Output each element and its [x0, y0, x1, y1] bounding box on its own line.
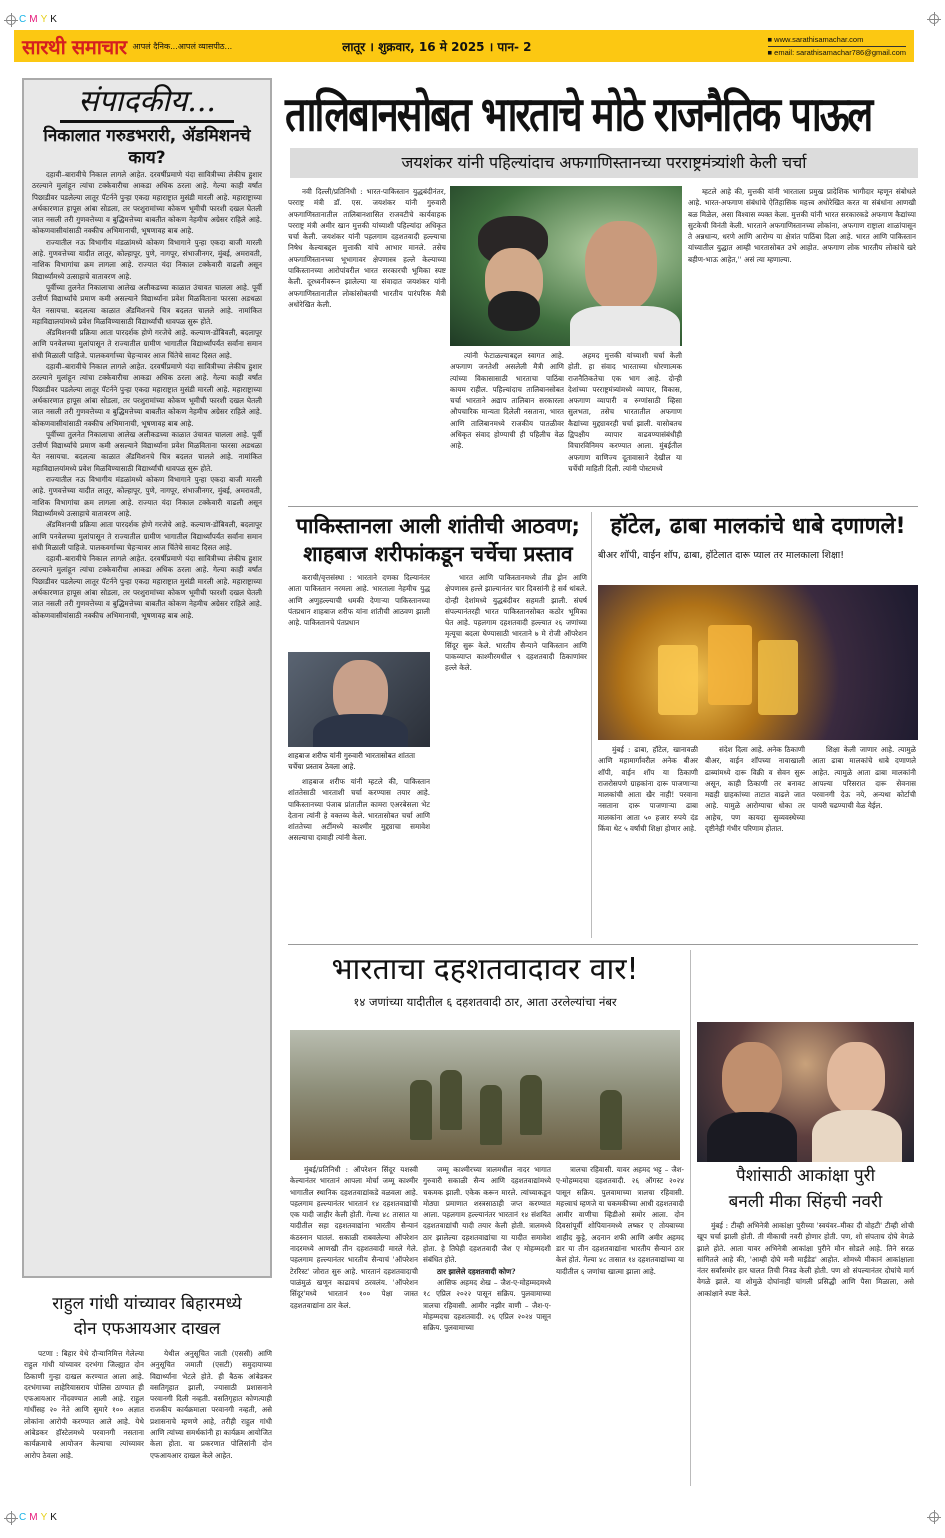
army-soldiers-photo [290, 1030, 680, 1160]
dhaba-column-2: संदेश दिला आहे. अनेक ठिकाणी बीअर, वाईन शॉपच्या नावाखाली ढाब्यांमध्ये दारू विक्री व सेवन सुरू असून, काही ठिकाणी तर बनावट मद्यही ग्राहकांच्या ताटात वाढले जात आहे. यामुळे आरोग्याचा धोका तर आहेच, पण कायदा सुव्यवस्थेच्या दृष्टीनेही गंभीर परिणाम होतात. [705, 745, 805, 834]
beer-glasses-photo [598, 585, 918, 740]
divider [591, 512, 592, 938]
mika-body: मुंबई : टीव्ही अभिनेत्री आकांक्षा पुरीच्या 'स्वयंवर–मीका दी वोहटी' टीव्ही शोची खूप चर्चा झाली होती. ती मीकाची नवरी होणार होती. पण, शो संपताच दोघे वेगळे झाले होते. आता यावर अभिनेत्री आकांक्षा पुरीने मौन सोडले आहे. तिने सरळ सांगितले आहे की, 'आम्ही दोघे मनी माईंडेड' आहोत. शोमध्ये मीकानं आकांक्षाला नंतर सर्वांसमोर हार घालत तिची निवड केली होती. पण शो संपल्यानंतर दोघांचे मार्ग वेगळे झाले. या शोमुळे दोघांनाही चांगली प्रसिद्धी आणि पैसा मिळाला, असे आकांक्षाने स्पष्ट केले. [697, 1221, 914, 1298]
outfit-shape [707, 1112, 797, 1162]
lead-headline: तालिबानसोबत भारताचे मोठे राजनैतिक पाऊल [285, 86, 872, 142]
crosshair-icon [6, 1513, 16, 1523]
rahul-column-2: येथील अनुसूचित जाती (एससी) आणि अनुसूचित जमाती (एसटी) समुदायाच्या विद्यार्थ्यांना भेटले होते. ही बैठक आंबेडकर वसतिगृहात झाली, ज्यासाठी प्रशासनाने परवानगी दिली नव्हती. वसतिगृहात कोणत्याही राजकीय कार्यक्रमाला परवानगी नव्हती, असे प्रशासनाचे म्हणणे आहे, तरीही राहुल गांधी आणि त्यांच्या समर्थकांनी हा कार्यक्रम आयोजित केला होता. या प्रकरणात पोलिसांनी दोन एफआयआर दाखल केले आहेत. [150, 1349, 272, 1460]
lead-column-1: नवी दिल्ली/प्रतिनिधी : भारत-पाकिस्तान युद्धबंदीनंतर, परराष्ट्र मंत्री डॉ. एस. जयशंकर यांनी गुरुवारी अफगाणिस्तानातील तालिबानशासित राजवटीचे कार्यवाहक परराष्ट्र मंत्री अमीर खान मुत्तकी यांच्याशी पहिल्यांदा अधिकृत चर्चा केली. जयशंकर यांनी पहलगाम दहशतवादी हल्ल्याचा निषेध केल्याबद्दल मुत्ताकी यांचे आभार मानले. तसेच अफगाणिस्तानच्या भूभागावर क्षेपणास्त्र हल्ले केल्याच्या पाकिस्तानच्या आरोपांवरील भारत सरकारची भूमिका स्पष्ट केली. दूरध्वनीवरून झालेल्या या संवादात जयशंकर यांनी अफगाणिस्तानातील लोकांसोबतची भारतीय पारंपरिक मैत्री अधोरेखित केली. [288, 187, 446, 309]
divider [288, 506, 918, 507]
face-shape [722, 1042, 782, 1117]
dateline: लातूर । शुक्रवार, 16 मे 2025 । पान- 2 [342, 39, 532, 54]
masthead [14, 30, 914, 62]
mika-akanksha-photo [697, 1022, 914, 1162]
print-registration-mark-top: C M Y K [6, 14, 57, 25]
outfit-shape [812, 1110, 902, 1162]
lead-subheadline: जयशंकर यांनी पहिल्यांदाच अफगाणिस्तानच्या परराष्ट्रमंत्र्यांशी केली चर्चा [290, 148, 918, 178]
pakistan-column-2: भारत आणि पाकिस्तानमध्ये तीव्र ड्रोन आणि क्षेपणास्त्र हल्ले झाल्यानंतर चार दिवसांनी हे सर्व थांबले. दोन्ही देशांमध्ये युद्धबंदीवर सहमती झाली. संघर्ष संपल्यानंतरही भारत पाकिस्तानसोबत कठोर भूमिका घेत आहे. पहलगाम दहशतवादी हल्ल्यात २६ जणांच्या मृत्यूचा बदला घेण्यासाठी भारताने ७ मे रोजी ऑपरेशन सिंदूर सुरू केले. भारतीय सैन्याने पाकिस्तान आणि पाकव्याप्त काश्मीरमधील ९ दहशतवादी ठिकाणांवर हल्ले केले. [445, 573, 587, 673]
shirt-shape [570, 306, 680, 346]
terror-column-3: त्रालचा रहिवासी. यावर अहमद भट्ट – जैश-ए-मोहम्मदचा दहशतवादी. २६ ऑगस्ट २०२४ पासून सक्रिय. पुलवामाच्या त्रालचा रहिवासी. महत्त्वाचं म्हणजे या चकमकीच्या आधी दहशतवादी आमीर वाणीचा व्हिडीओ समोर आला. दोन दिवसांपूर्वी शोपियानमध्ये लष्कर ए तोयबाच्या शाहीद कुट्टे, अदनान शफी आणि अमीर अहमद डार या तीन दहशतवाद्यांना भारतीय सैन्यानं ठार केलं होतं. गेल्या ४८ तासात १४ दहशतवाद्यांच्या या यादीतील ६ जणांचा खात्मा झाला आहे. [556, 1165, 684, 1276]
lead-column-3: अहमद मुत्तकी यांच्याशी चर्चा केली होती. हा संवाद भारताच्या धोरणात्मक राजनैतिकतेचा एक भाग आहे. दोन्ही देशांच्या परराष्ट्रमंत्र्यांमध्ये व्यापार, विकास, अफगाण व्यापारी व रुग्णांसाठी व्हिसा सुलभता, तसेच भारतातील अफगाण कैद्यांच्या मुद्द्यावरही चर्चा झाली. यासोबतच द्विपक्षीय व्यापार वाढवण्यासंबंधीही विचारविनिमय करण्यात आला. मुंबईतील अफगाण वाणिज्य दूतावासाने देखील या चर्चेची माहिती दिली. त्यांनी पोस्टमध्ये [568, 351, 682, 473]
email-link[interactable]: ■ email: sarathisamachar786@gmail.com [767, 47, 906, 57]
soldier-shape [520, 1075, 542, 1135]
editorial-body: दहावी–बारावीचे निकाल लागले आहेत. दरवर्षीप्रमाणे यंदा सावित्रीच्या लेकीच हुशार ठरल्याने मुलांहून त्यांचा टक्केवारीचा आकडा अधिक ठरला आहे. गेल्या काही वर्षांत पिछाडीवर पडलेल्या लातूर पॅटर्नने पुन्हा एकदा महाराष्ट्रात मुसंडी मारली आहे. महाराष्ट्राच्या अर्थकारणात हापूस आंबा सोडला, तर परशुरामांच्या कोकण भूमीची फारशी दखल घेतली जात नसली तरी गुणवत्तेच्या व बुद्धिमत्तेच्या बाबतीत कोकण नेहमीच अग्रेसर राहिले आहे. कोकणवासीयांसाठी नक्कीच अभिमानाची, भूषणावह बाब आहे. राज्यातील नऊ विभागीय मंडळांमध्ये कोकण विभागाने पुन्हा एकदा बाजी मारली आहे. गुणवत्तेच्या यादीत लातूर, कोल्हापूर, पुणे, नागपूर, संभाजीनगर, मुंबई, अमरावती, नाशिक विभागांचा क्रम लागला आहे. राज्यात यंदा निकाल टक्केवारी वाढली असून विद्यार्थ्यांमध्ये उत्साहाचे वातावरण आहे. पूर्वीच्या तुलनेत निकालाचा आलेख अलीकडच्या काळात उंचावत चालला आहे. पूर्वी उत्तीर्ण विद्यार्थ्यांचे प्रमाण कमी असल्याने विद्यार्थ्यांना प्रवेश मिळविताना फारसा अडथळा येत नसायचा. बदलत्या काळात अ‍ॅडमिशनचे चित्र बदलत चालले आहे. नामांकित महाविद्यालयांमध्ये प्रवेश मिळविण्यासाठी विद्यार्थ्यांची धावपळ सुरू होते. अ‍ॅडमिशनची प्रक्रिया आता पारदर्शक होणे गरजेचे आहे. कल्याण-डोंबिवली, बदलापूर आणि पनवेलच्या मुलांपासून ते राज्यातील ग्रामीण भागातील विद्यार्थ्यांपर्यंत सर्वांना समान संधी मिळाली पाहिजे. पालकवर्गाच्या चेहऱ्यावर आज चिंतेचे सावट दिसत आहे. दहावी–बारावीचे निकाल लागले आहेत. दरवर्षीप्रमाणे यंदा सावित्रीच्या लेकीच हुशार ठरल्याने मुलांहून त्यांचा टक्केवारीचा आकडा अधिक ठरला आहे. गेल्या काही वर्षांत पिछाडीवर पडलेल्या लातूर पॅटर्नने पुन्हा एकदा महाराष्ट्रात मुसंडी मारली आहे. महाराष्ट्राच्या अर्थकारणात हापूस आंबा सोडला, तर परशुरामांच्या कोकण भूमीची फारशी दखल घेतली जात नसली तरी गुणवत्तेच्या व बुद्धिमत्तेच्या बाबतीत कोकण नेहमीच अग्रेसर राहिले आहे. कोकणवासीयांसाठी नक्कीच अभिमानाची, भूषणावह बाब आहे. पूर्वीच्या तुलनेत निकालाचा आलेख अलीकडच्या काळात उंचावत चालला आहे. पूर्वी उत्तीर्ण विद्यार्थ्यांचे प्रमाण कमी असल्याने विद्यार्थ्यांना प्रवेश मिळविताना फारसा अडथळा येत नसायचा. बदलत्या काळात अ‍ॅडमिशनचे चित्र बदलत चालले आहे. नामांकित महाविद्यालयांमध्ये प्रवेश मिळविण्यासाठी विद्यार्थ्यांची धावपळ सुरू होते. राज्यातील नऊ विभागीय मंडळांमध्ये कोकण विभागाने पुन्हा एकदा बाजी मारली आहे. गुणवत्तेच्या यादीत लातूर, कोल्हापूर, पुणे, नागपूर, संभाजीनगर, मुंबई, अमरावती, नाशिक विभागांचा क्रम लागला आहे. राज्यात यंदा निकाल टक्केवारी वाढली असून विद्यार्थ्यांमध्ये उत्साहाचे वातावरण आहे. अ‍ॅडमिशनची प्रक्रिया आता पारदर्शक होणे गरजेचे आहे. कल्याण-डोंबिवली, बदलापूर आणि पनवेलच्या मुलांपासून ते राज्यातील ग्रामीण भागातील विद्यार्थ्यांपर्यंत सर्वांना समान संधी मिळाली पाहिजे. पालकवर्गाच्या चेहऱ्यावर आज चिंतेचे सावट दिसत आहे. दहावी–बारावीचे निकाल लागले आहेत. दरवर्षीप्रमाणे यंदा सावित्रीच्या लेकीच हुशार ठरल्याने मुलांहून त्यांचा टक्केवारीचा आकडा अधिक ठरला आहे. गेल्या काही वर्षांत पिछाडीवर पडलेल्या लातूर पॅटर्नने पुन्हा एकदा महाराष्ट्रात मुसंडी मारली आहे. महाराष्ट्राच्या अर्थकारणात हापूस आंबा सोडला, तर परशुरामांच्या कोकण भूमीची फारशी दखल घेतली जात नसली तरी गुणवत्तेच्या व बुद्धिमत्तेच्या बाबतीत कोकण नेहमीच अग्रेसर राहिले आहे. कोकणवासीयांसाठी नक्कीच अभिमानाची, भूषणावह बाब आहे. [32, 170, 262, 620]
contact-info [768, 34, 906, 59]
lead-photo-jaishankar-muttaqi [450, 186, 682, 346]
terror-subhead-who: ठार झालेले दहशतवादी कोण? [437, 1266, 516, 1276]
editorial-section [22, 78, 272, 1278]
tagline: आपलं दैनिक...आपलं व्यासपीठ... [132, 41, 233, 51]
terror-headline: भारताचा दहशतवादावर वार! [331, 952, 639, 987]
terror-column-1: मुंबई/प्रतिनिधी : ऑपरेशन सिंदूर यशस्वी केल्यानंतर भारतानं आपला मोर्चा जम्मू काश्मीर भागातील स्थानिक दहशतवाद्यांकडे वळवला आहे. पहलगाम हल्ल्यानंतर भारतानं १४ दहशतवाद्यांची एक यादी जाहीर केली होती. गेल्या ४८ तासात या यादीतील सहा दहशतवाद्यांना भारतीय सैन्यानं कंठस्नान घातलं. सकाळी राबवलेल्या ऑपरेशन नादरमध्ये आणखी तीन दहशतवादी मारले गेले. पहलगाम हल्ल्यानंतर भारतीय सैन्याचं 'ऑपरेशन टेररिस्ट' जोरात सुरु आहे. भारतानं दहशतवादाची पाळंमुळं खणून काढायचं ठरवलंय. 'ऑपरेशन सिंदूर'मध्ये भारतानं १०० पेक्षा जास्त दहशतवाद्यांना ठार केलं. [290, 1165, 418, 1310]
print-registration-mark-bottom: C M Y K [6, 1512, 57, 1523]
crosshair-icon [929, 1512, 939, 1522]
newspaper-brand: सारथी समाचार [22, 34, 127, 59]
divider [288, 944, 918, 945]
rahul-headline: राहुल गांधी यांच्यावर बिहारमध्ये दोन एफआयआर दाखल [52, 1294, 242, 1339]
soldier-shape [440, 1070, 462, 1130]
pakistan-column-1-cont: शाहबाज शरीफ यांनी म्हटले की, पाकिस्तान शांततेसाठी भारताशी चर्चा करण्यास तयार आहे. पाकिस्तानच्या पंजाब प्रांतातील कामरा एअरबेसला भेट देताना त्यांनी हे वक्तव्य केले. भारतासोबत चर्चा आणि शांततेच्या अटींमध्ये काश्मीर मुद्द्याचा समावेश असल्याचा दावाही त्यांनी केला. [288, 777, 430, 843]
pakistan-column-1: कराची/वृत्तसंस्था : भारताने दणका दिल्यानंतर आता पाकिस्तान नरमला आहे. भारताला नेहमीच युद्ध आणि अणुहल्ल्याची धमकी देणाऱ्या पाकिस्तानच्या पंतप्रधान शाहबाज शरीफ यांना शांतीची आठवण झाली आहे. पाकिस्तानचे पंतप्रधान [288, 573, 430, 628]
print-registration-mark-top-right [929, 14, 939, 24]
terror-column-2: जम्मू काश्मीरच्या त्रालमधील नादर भागात गुरुवारी सकाळी सैन्य आणि दहशतवाद्यांमध्ये चकमक झाली. एकेक करून मारले. त्यांच्याकडून मोठ्या प्रमाणात शस्त्रसाठाही जप्त करण्यात आला. पहलगाम हल्ल्यानंतर भारतानं १४ संशयित दहशतवाद्यांची यादी तयार केली होती. त्रालमध्ये ठार झालेल्या दहशतवाद्यांचा या यादीत समावेश होता. हे तिघेही दहशतवादी जैश ए मोहम्मदशी संबंधित होते. ठार झालेले दहशतवादी कोण? आसिफ अहमद शेख – जैश-ए-मोहम्मदमध्ये १८ एप्रिल २०२२ पासून सक्रिय. पुलवामाच्या त्रालचा रहिवासी. आमीर नझीर वाणी – जैश-ए-मोहम्मदचा दहशतवादी. २६ एप्रिल २०२४ पासून सक्रिय. पुलवामाच्या [423, 1165, 551, 1333]
suit-shape [313, 714, 408, 747]
website-link[interactable]: ■ www.sarathisamachar.com [768, 34, 906, 47]
divider [690, 950, 691, 1486]
crosshair-icon [929, 14, 939, 24]
dhaba-column-3: शिक्षा केली जाणार आहे. त्यामुळे आता ढाबा मालकांचे धाबे दणाणले आहेत. त्यामुळे आता ढाबा मालकांनी आपल्या परिसरात दारू सेवनास परवानगी देऊ नये, अन्यथा कोर्टाची पायरी चढण्याची वेळ येईल. [812, 745, 916, 811]
dhaba-subheadline: बीअर शॉपी, वाईन शॉप, ढाबा, हॉटेलात दारू प्याल तर मालकाला शिक्षा! [598, 550, 845, 561]
sharif-photo-caption: शाहबाज शरीफ यांनी गुरुवारी भारतासोबत शांतता चर्चेचा प्रस्ताव ठेवला आहे. [288, 751, 415, 771]
face-shape [585, 221, 657, 311]
soldier-shape [410, 1080, 432, 1140]
shehbaz-sharif-photo [288, 652, 430, 747]
editorial-label: संपादकीय... [60, 84, 234, 123]
editorial-headline: निकालात गरुडभरारी, ॲडमिशनचे काय? [43, 126, 251, 168]
print-registration-mark-bottom-right [929, 1512, 939, 1522]
dhaba-column-1: मुंबई : ढाबा, हॉटेल, खानावळी आणि महामार्गांवरील अनेक बीअर शॉपी, वाईन शॉप या ठिकाणी राजरोसपणे ग्राहकांना दारू पाजणाऱ्या मालकांची आता खैर नाही! परवाना नसताना दारू पाजणाऱ्या ढाबा मालकांना आता ५० हजार रुपये दंड किंवा थेट ५ वर्षांची शिक्षा होणार आहे. [598, 745, 698, 834]
glass-shape [708, 625, 752, 705]
glass-shape [758, 640, 798, 715]
soldier-shape [600, 1090, 622, 1150]
mika-headline: पैशांसाठी आकांक्षा पुरी बनली मीका सिंहची नवरी [728, 1166, 883, 1212]
dhaba-headline: हॉटेल, ढाबा मालकांचे धाबे दणाणले! [610, 514, 906, 539]
beard-shape [488, 291, 540, 331]
face-shape [827, 1042, 885, 1114]
terror-subheadline: १४ जणांच्या यादीतील ६ दहशतवादी ठार, आता उरलेल्यांचा नंबर [353, 995, 617, 1009]
soldier-shape [480, 1085, 502, 1145]
glass-shape [658, 645, 698, 715]
lead-column-4: म्हटले आहे की, मुत्तकी यांनी भारताला प्रमुख प्रादेशिक भागीदार म्हणून संबोधले आहे. भारत-अफगाण संबंधांचे ऐतिहासिक महत्त्व अधोरेखित करत या संबंधांना आणखी बळ मिळेल, असा विश्वास व्यक्त केला. मुत्तकी यांनी भारत सरकारकडे अफगाण कैद्यांच्या सुटकेची विनंती केली. भारताने अफगाणिस्तानच्या लोकांना, अफगाण राष्ट्राला शाळांपासून ते अन्नधान्य, धरणे आणि आरोग्य या क्षेत्रांत पाठिंबा दिला आहे. भारत आणि पाकिस्तान यांच्यातील युद्धात आम्ही भारतासोबत उभे आहोत. अफगाण लोक भारतीय लोकांचे खरे बहीण-भाऊ आहेत,'' असं त्या म्हणाल्या. [688, 187, 916, 264]
pakistan-headline: पाकिस्तानला आली शांतीची आठवण; शाहबाज शरीफांकडून चर्चेचा प्रस्ताव [296, 514, 580, 566]
rahul-column-1: पटणा : बिहार येथे दौऱ्यानिमित्त गेलेल्या राहुल गांधी यांच्यावर दरभंगा जिल्ह्यात दोन ठिकाणी गुन्हा दाखल करण्यात आला आहे. दरभंगाच्या लाहेरियासराय पोलिस ठाण्यात ही एफआयआर नोंदवण्यात आली आहे. राहुल गांधींसह २० नेते आणि सुमारे १०० अज्ञात लोकांना आरोपी करण्यात आले आहे. येथे आंबेडकर हॉस्टेलमध्ये परवानगी नसताना कार्यक्रमाचे आयोजन केल्याचा त्यांच्यावर आरोप ठेवला आहे. [24, 1349, 144, 1460]
lead-column-2: त्यांनी फेटाळल्याबद्दल स्वागत आहे. अफगाण जनतेशी असलेली मैत्री आणि त्यांच्या विकासासाठी भारताचा पाठिंबा कायम राहील. पहिल्यांदाच तालिबानसोबत चर्चा भारताने अद्याप तालिबान सरकारला औपचारिक मान्यता दिलेली नसताना, भारत आणि तालिबानमध्ये राजकीय पातळीवर अधिकृत संवाद होण्याची ही पहिलीच वेळ आहे. [450, 351, 564, 451]
crosshair-icon [6, 15, 16, 25]
